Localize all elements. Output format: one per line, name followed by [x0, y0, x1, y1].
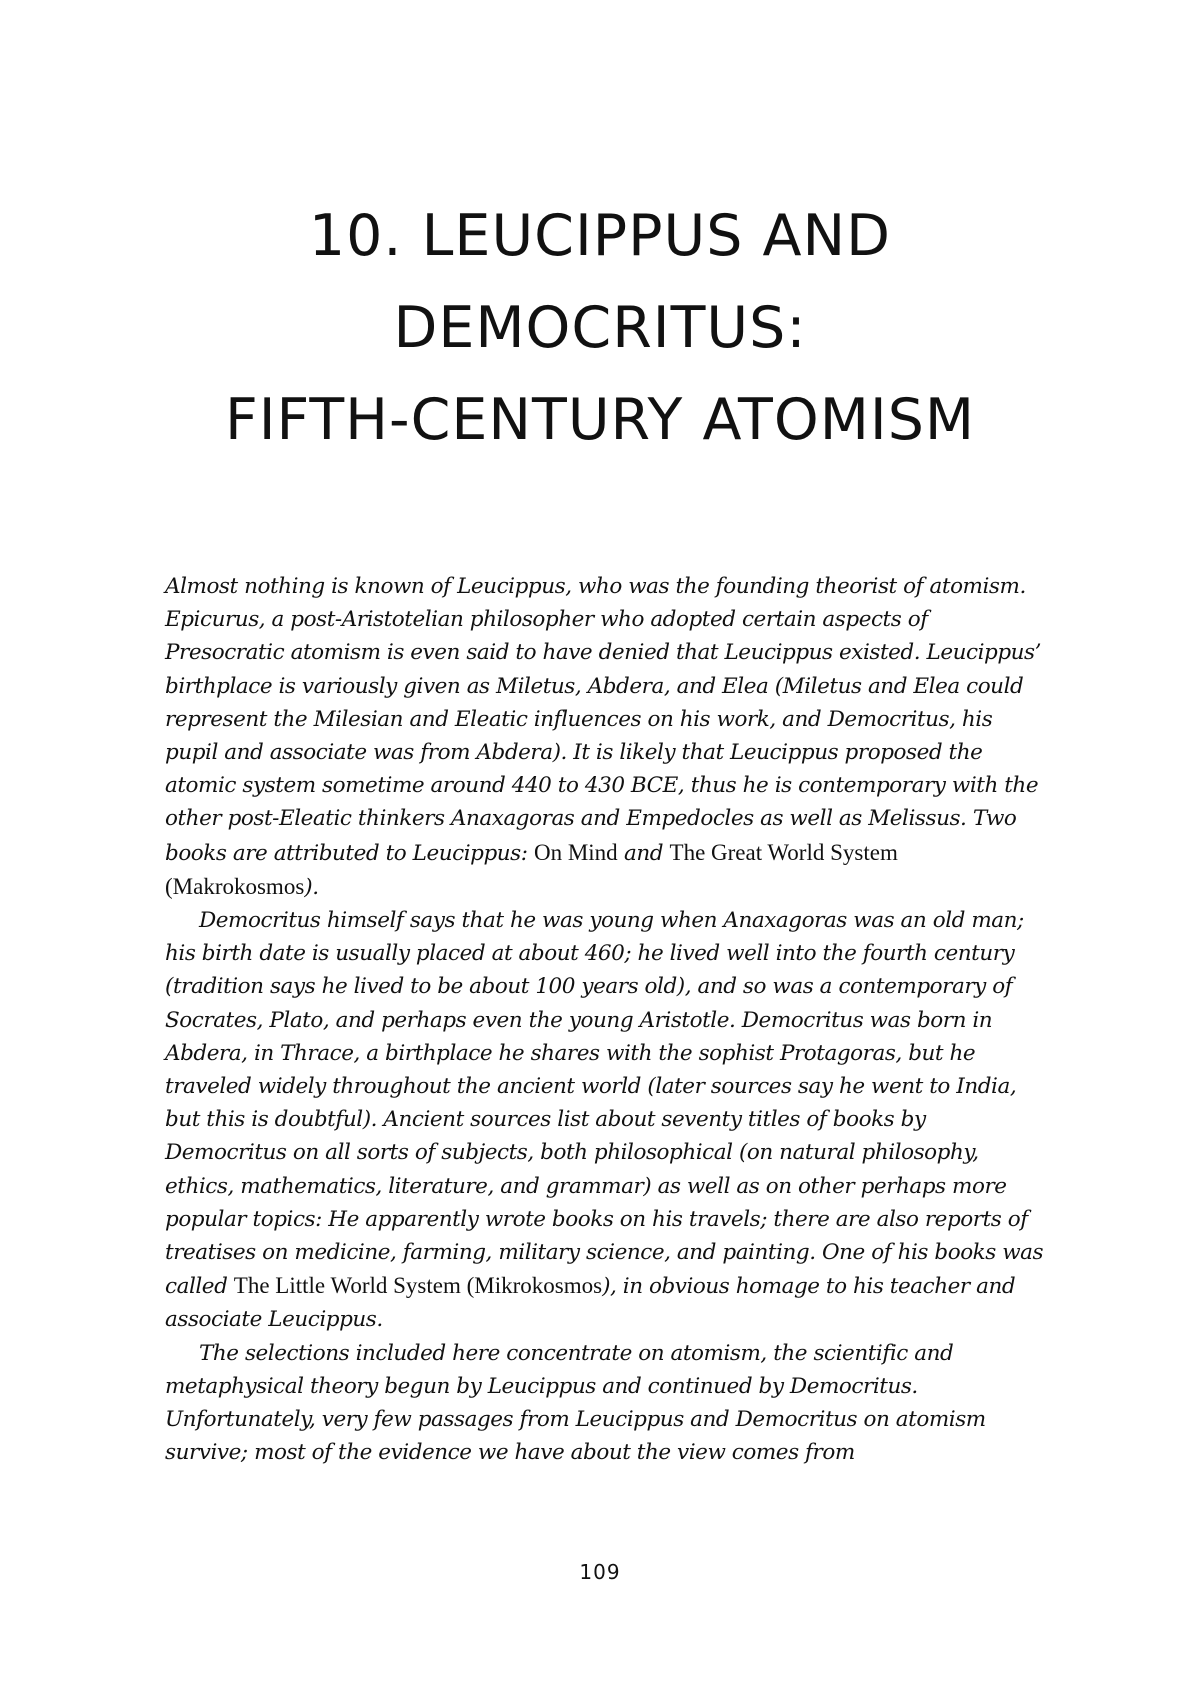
paragraph-text: Democritus himself says that he was young when Anaxagoras was an old man; his birth date is usually placed at about 460; he lived well into the fourth century (tradition says he lived to be about 100 years old), and so was a contemporary of Socrates, Plato, and perhaps even the young Aristotle. Democritus was born in Abdera, in Thrace, a birthplace he shares with the sophist Protagoras, but he traveled widely throughout the ancient world (later sources say he went to India, but this is doubtful). Ancient sources list about seventy titles of books by Democritus on all sorts of subjects, both philosophical (on natural philosophy, ethics, mathematics, literature, and grammar) as well as on other perhaps more popular topics: He apparently wrote books on his travels; there are also reports of treatises on medicine, farming, military science, and painting. One of his books was called: [165, 908, 1044, 1300]
paragraph-text: ), in obvious homage to his teacher and associate Leucippus.: [165, 1274, 1016, 1333]
paragraph-text: Almost nothing is known of Leucippus, who was the founding theorist of atomism. Epicurus, a post-Aristotelian philosopher who adopted certain aspects of Presocratic atomism is even said to have denied that Leucippus existed. Leucippus’ birthplace is variously given as Miletus, Abdera, and Elea (Miletus and Elea could represent the Milesian and Eleatic influences on his work, and Democritus, his pupil and associate was from Abdera). It is likely that Leucippus proposed the atomic system sometime around 440 to 430 BCE, thus he is contemporary with the other post-Eleatic thinkers Anaxagoras and Empedocles as well as Melissus. Two books are attributed to Leucippus:: [165, 574, 1041, 866]
book-title-great-world-system: The Great World System (Makrokosmos: [165, 839, 898, 899]
paragraph-text: and: [617, 840, 670, 866]
chapter-title: [100, 190, 1100, 466]
chapter-title-line: FIFTH-CENTURY ATOMISM: [224, 387, 976, 453]
paragraph-selections: The selections included here concentrate on atomism, the scientific and metaphysical theory begun by Leucippus and continued by Democritus. Unfortunately, very few passages from Leucippus and Democritus on atomism survive; most of the evidence we have about the view comes from: [165, 1340, 986, 1466]
introduction-text: [165, 570, 1045, 1469]
paragraph-democritus: [165, 904, 1045, 1337]
paragraph-text: ).: [304, 874, 319, 900]
chapter-title-line: 10. LEUCIPPUS AND: [308, 203, 892, 269]
book-title-on-mind: On Mind: [533, 839, 618, 865]
page-number: 109: [579, 1560, 621, 1584]
chapter-title-line: DEMOCRITUS:: [393, 295, 807, 361]
paragraph-leucippus: [165, 570, 1045, 904]
book-title-little-world-system: The Little World System (Mikrokosmos: [233, 1273, 603, 1299]
